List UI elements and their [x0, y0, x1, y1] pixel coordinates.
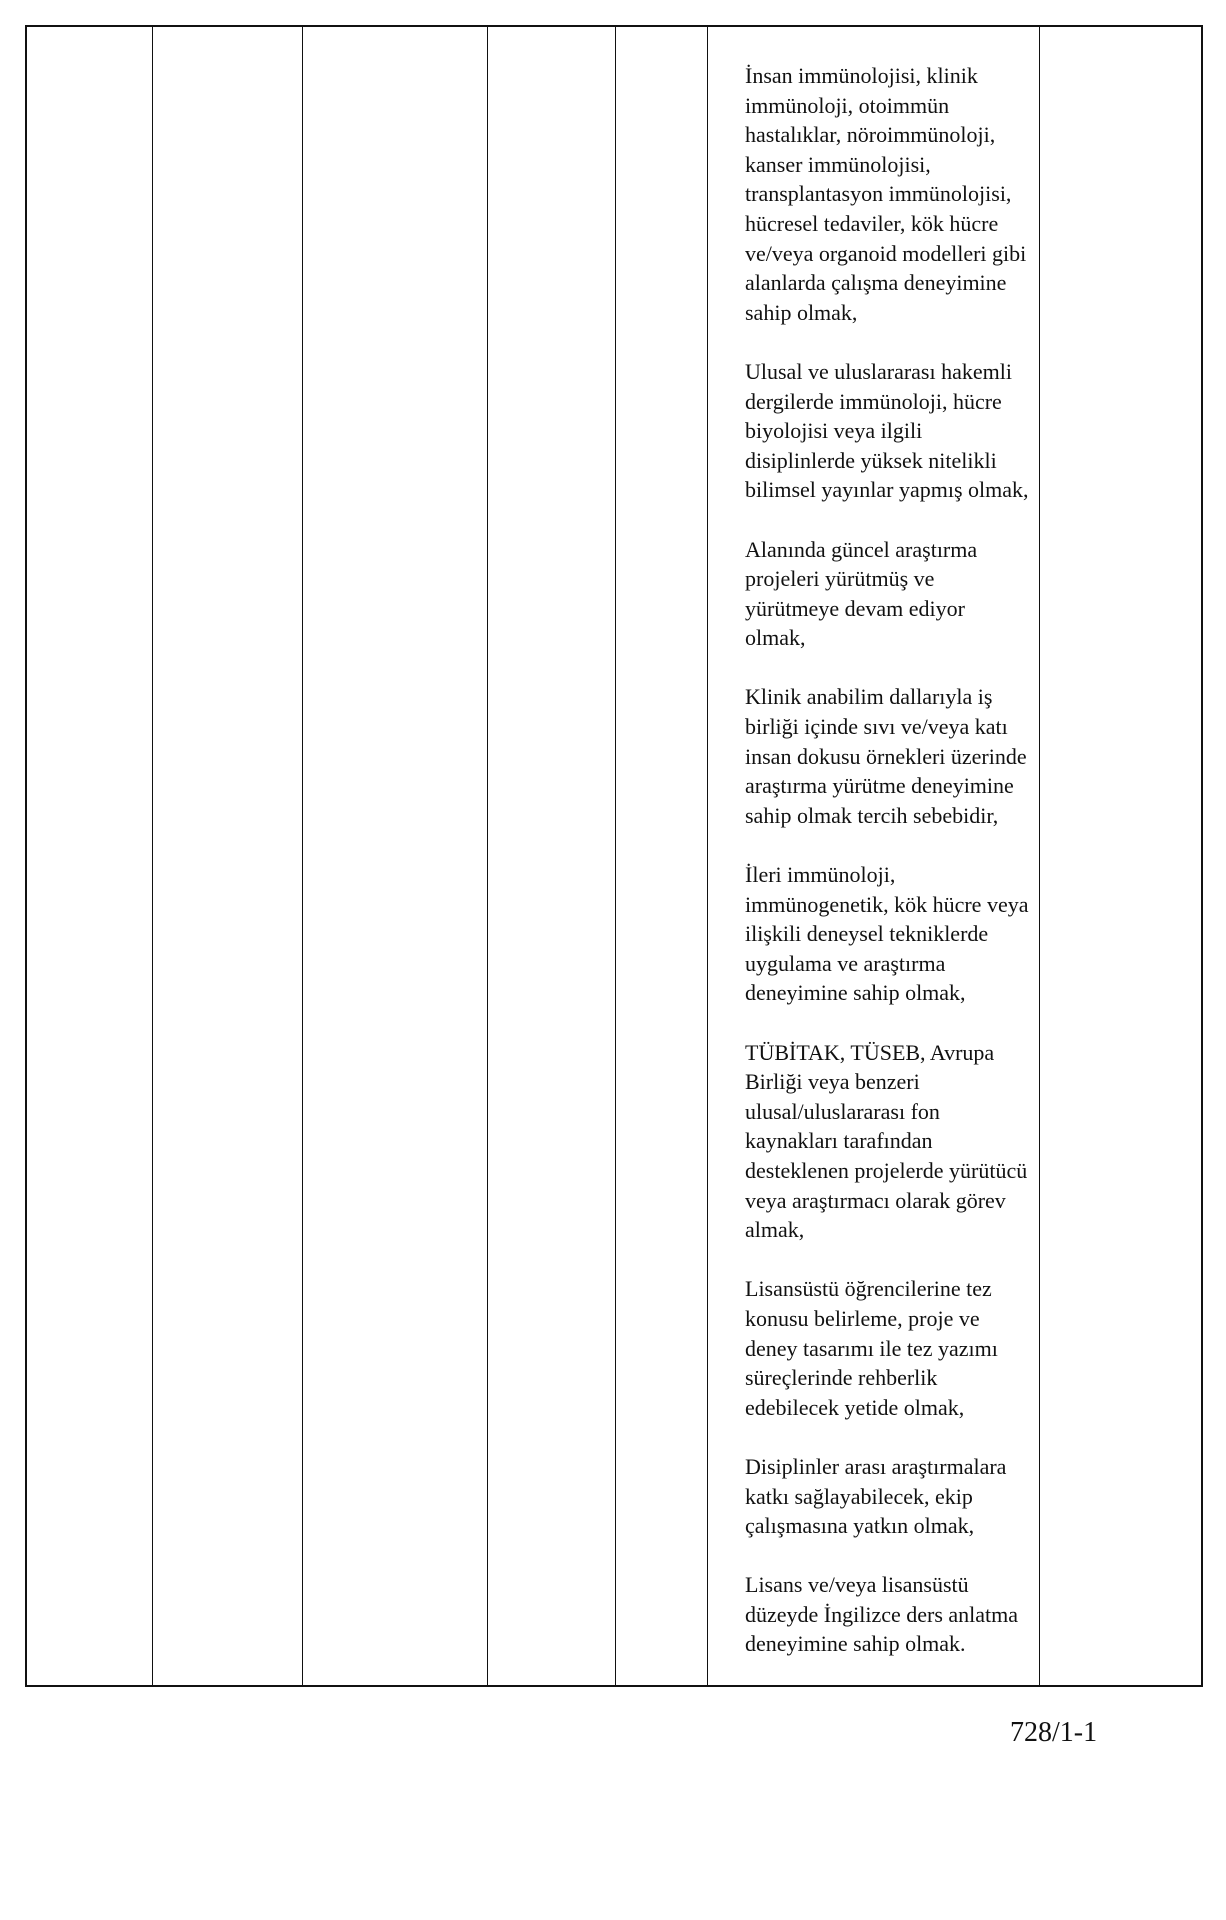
requirement-item: Klinik anabilim dallarıyla iş birliği içinde sıvı ve/veya katı insan dokusu örnekleri üzerinde araştırma yürütme deneyimine sahip olmak tercih sebebidir,: [745, 684, 1027, 828]
requirement-item: Lisans ve/veya lisansüstü düzeyde İngilizce ders anlatma deneyimine sahip olmak.: [745, 1572, 1019, 1657]
requirement-item: TÜBİTAK, TÜSEB, Avrupa Birliği veya benzeri ulusal/uluslararası fon kaynakları tarafından desteklenen projelerde yürütücü veya araştırmacı olarak görev almak,: [745, 1039, 1028, 1243]
column-divider-5: [707, 27, 708, 1685]
column-divider-4: [615, 27, 616, 1685]
requirement-item: İleri immünoloji, immünogenetik, kök hücre veya ilişkili deneysel tekniklerde uygulama ve araştırma deneyimine sahip olmak,: [745, 862, 1029, 1006]
requirement-item: Disiplinler arası araştırmalara katkı sağlayabilecek, ekip çalışmasına yatkın olmak,: [745, 1453, 1007, 1539]
column-divider-2: [302, 27, 303, 1685]
column-divider-1: [152, 27, 153, 1685]
requirement-item: Ulusal ve uluslararası hakemli dergilerde immünoloji, hücre biyolojisi veya ilgili disiplinlerde yüksek nitelikli bilimsel yayınlar yapmış olmak,: [745, 358, 1029, 503]
requirement-item: Alanında güncel araştırma projeleri yürütmüş ve yürütmeye devam ediyor olmak,: [745, 536, 978, 651]
requirements-cell: [745, 61, 1067, 1689]
requirement-item: İnsan immünolojisi, klinik immünoloji, otoimmün hastalıklar, nöroimmünoloji, kanser immünolojisi, transplantasyon immünolojisi, hücresel tedaviler, kök hücre ve/veya organoid modelleri gibi alanlarda çalışma deneyimine sahip olmak,: [745, 63, 1027, 325]
page-number: 728/1-1: [1010, 1717, 1098, 1748]
requirements-table: [25, 25, 1203, 1687]
column-divider-3: [487, 27, 488, 1685]
requirement-item: Lisansüstü öğrencilerine tez konusu belirleme, proje ve deney tasarımı ile tez yazımı süreçlerinde rehberlik edebilecek yetide olmak,: [745, 1276, 998, 1420]
